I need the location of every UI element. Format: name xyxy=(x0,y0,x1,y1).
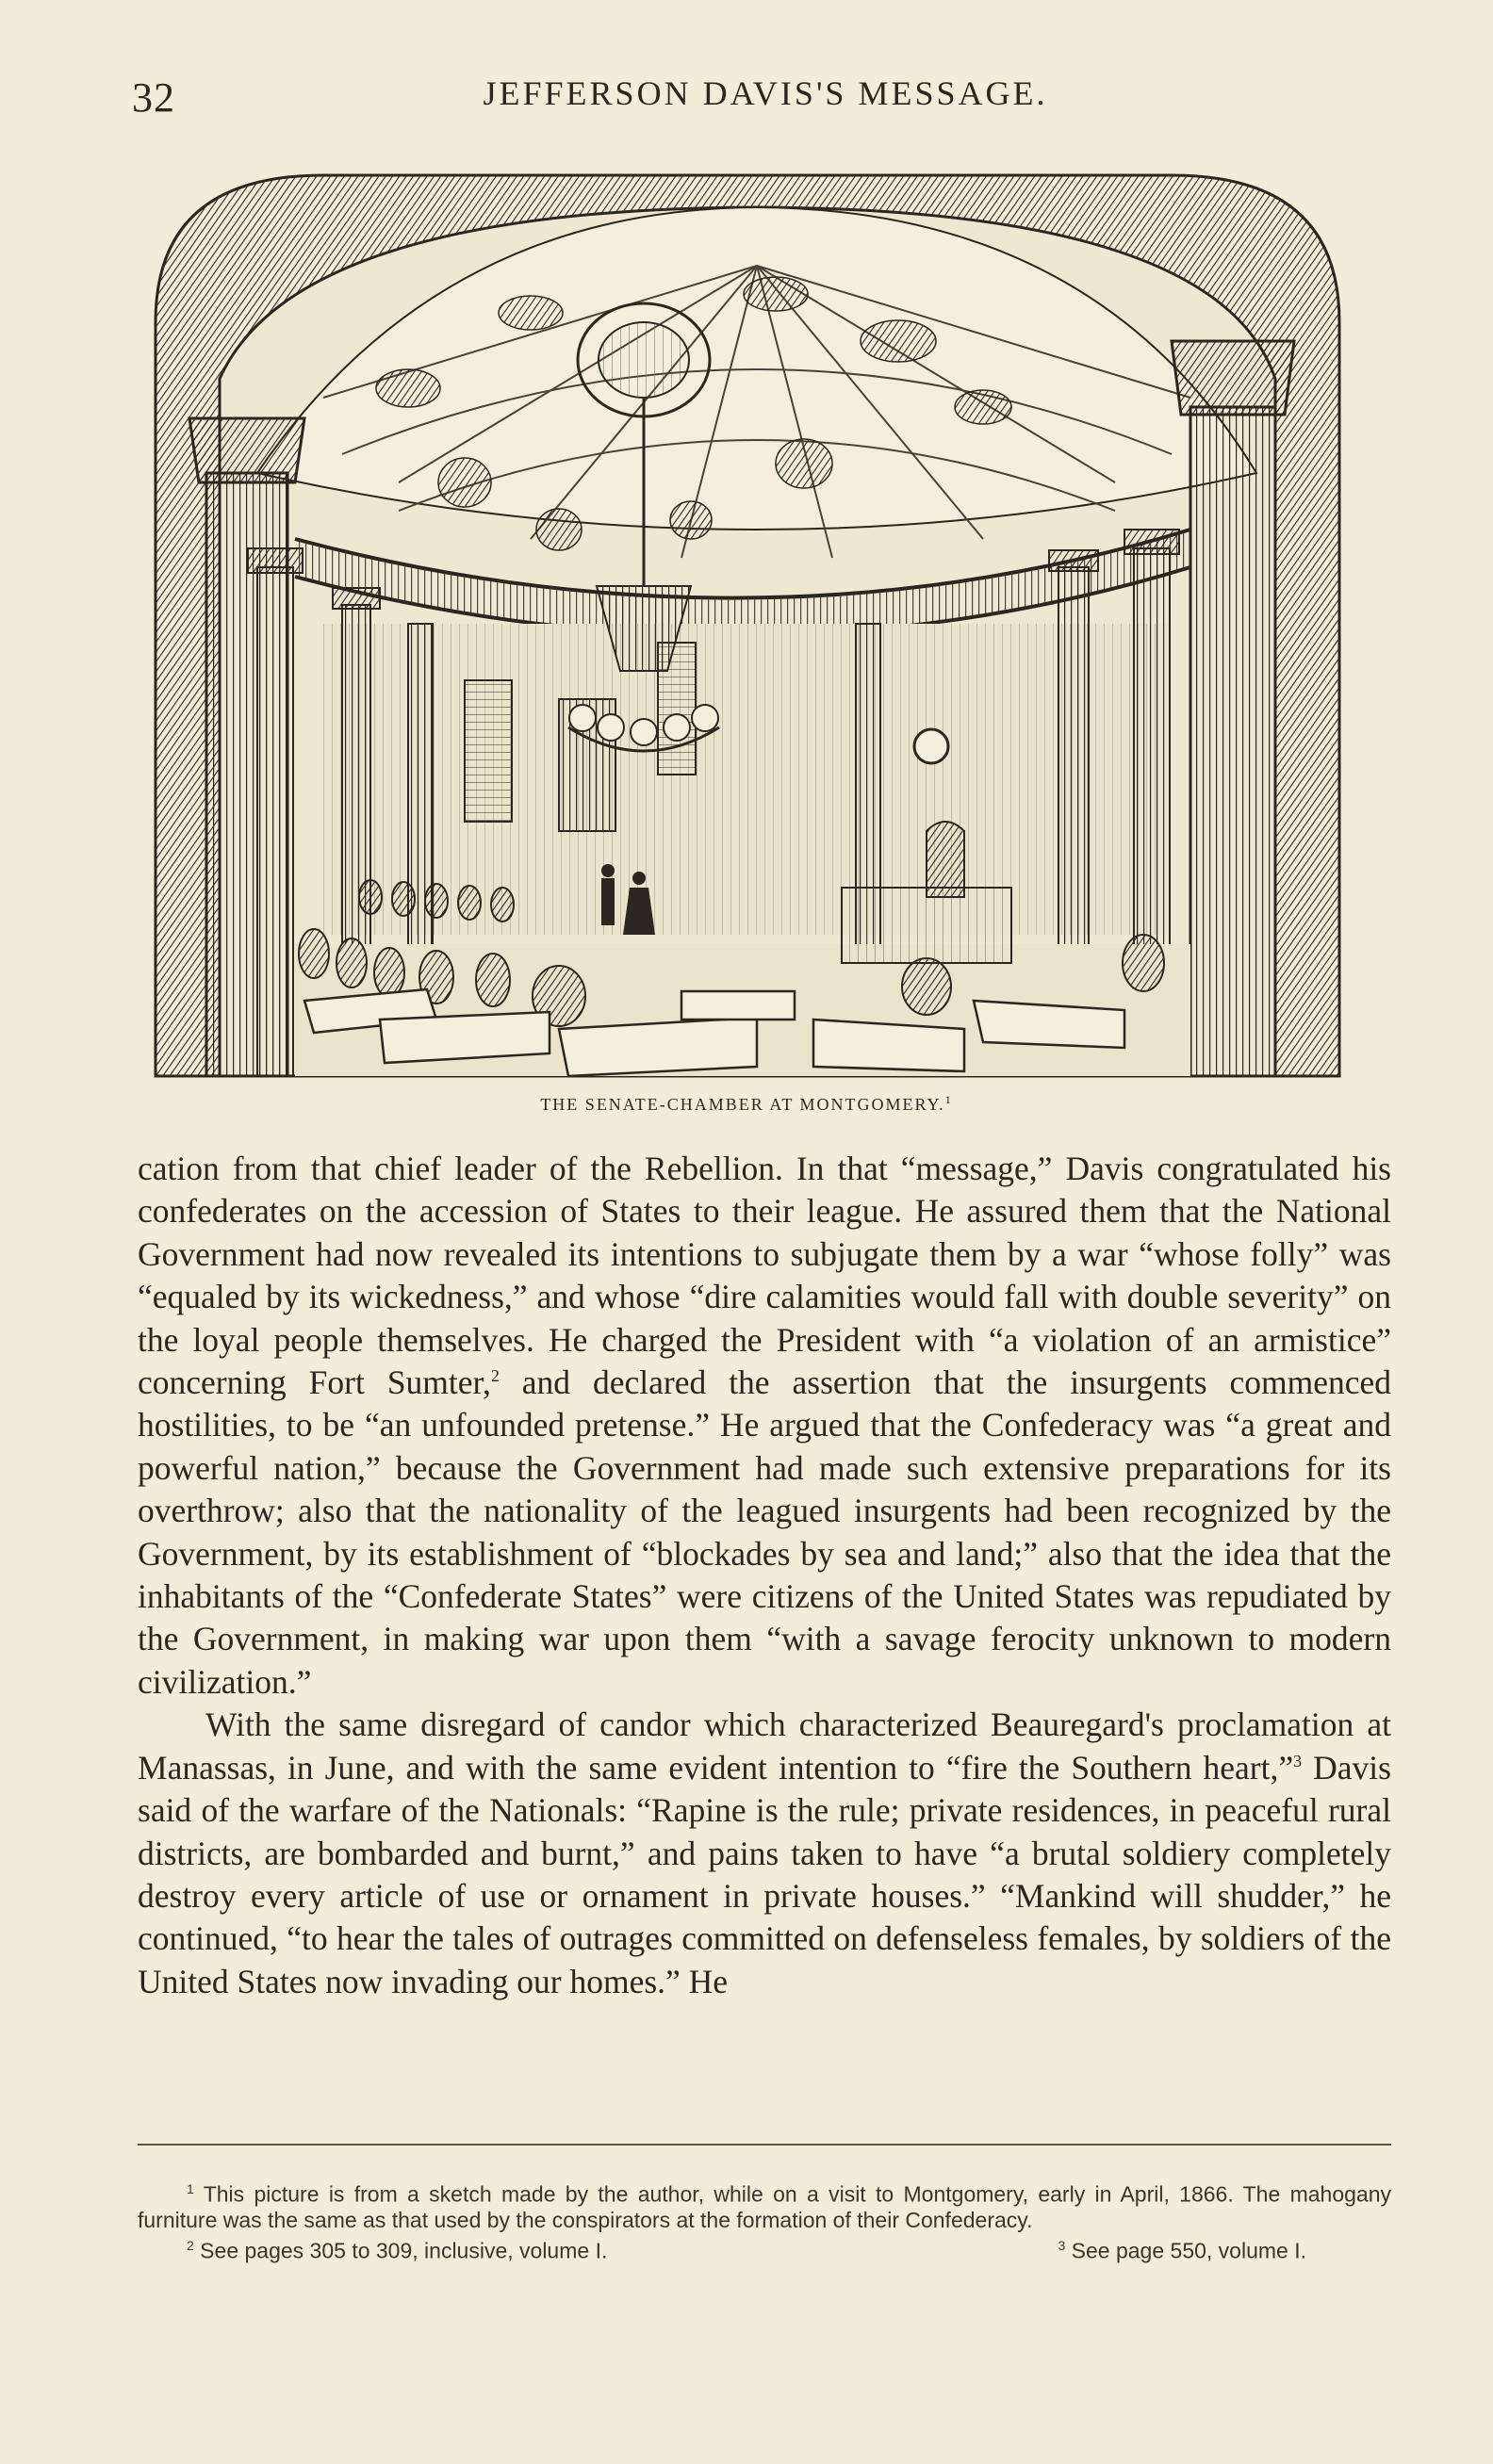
footnote-3 xyxy=(1058,2233,1306,2264)
paragraph-1 xyxy=(138,1148,1391,1704)
paragraph-2-text: With the same disregard of candor which characterized Beauregard's proclamation at Manassas, in June, and with the same evident intention to “fire the Southern heart,” xyxy=(138,1705,1391,1787)
footnote-2-text: See pages 305 to 309, inclusive, volume I. xyxy=(193,2238,608,2263)
note-mark-3: 3 xyxy=(1293,1751,1303,1770)
footnote-row xyxy=(138,2233,1391,2264)
running-head: JEFFERSON DAVIS'S MESSAGE. xyxy=(483,74,1048,112)
senate-chamber-engraving xyxy=(154,171,1341,1081)
footnote-1-text: This picture is from a sketch made by the author, while on a visit to Montgomery, early in April, 1866. The mahogany furniture was the same as that used by the conspirators at the formation of their Confederacy. xyxy=(138,2181,1391,2232)
illustration-caption xyxy=(0,1093,1493,1115)
note-mark-2: 2 xyxy=(490,1366,500,1386)
footnote-3-mark: 3 xyxy=(1058,2237,1066,2253)
footnote-3-text: See page 550, volume I. xyxy=(1065,2238,1306,2263)
footnote-2 xyxy=(187,2233,607,2264)
page-number: 32 xyxy=(132,74,175,121)
paragraph-1-continued: and declared the assertion that the insurgents commenced hostilities, to be “an unfounded pretense.” He argued that the Confederacy was “a great and powerful nation,” because the Government had made such extensive preparations for its overthrow; also that the nationality of the leagued insurgents had been recognized by the Government, by its establishment of “blockades by sea and land;” also that the idea that the inhabitants of the “Confederate States” were citizens of the United States was repudiated by the Government, in making war upon them “with a savage ferocity unknown to modern civilization.” xyxy=(138,1363,1391,1701)
paragraph-1-text: cation from that chief leader of the Rebellion. In that “message,” Davis congratulated his confederates on the accession of States to their league. He assured them that the National Government had now revealed its intentions to subjugate them by a war “whose folly” was “equaled by its wickedness,” and whose “dire calamities would fall with double severity” on the loyal people themselves. He charged the President with “a violation of an armistice” concerning Fort Sumter, xyxy=(138,1150,1391,1402)
footnotes xyxy=(138,2177,1391,2263)
footnote-1 xyxy=(138,2177,1391,2233)
paragraph-2-continued: Davis said of the warfare of the Nationals: “Rapine is the rule; private residences, in peaceful rural districts, are bombarded and burnt,” and pains taken to have “a brutal soldiery completely destroy every article of use or ornament in private houses.” “Mankind will shudder,” he continued, “to hear the tales of outrages committed on defenseless females, by soldiers of the United States now invading our homes.” He xyxy=(138,1748,1391,2000)
footnote-2-mark: 2 xyxy=(187,2237,194,2253)
body-text xyxy=(138,1148,1391,2003)
footnote-1-mark: 1 xyxy=(187,2181,194,2196)
caption-note-mark: 1 xyxy=(944,1093,953,1106)
caption-text: THE SENATE-CHAMBER AT MONTGOMERY. xyxy=(540,1095,945,1114)
footnote-divider xyxy=(138,2144,1391,2146)
paragraph-2 xyxy=(138,1704,1391,2003)
